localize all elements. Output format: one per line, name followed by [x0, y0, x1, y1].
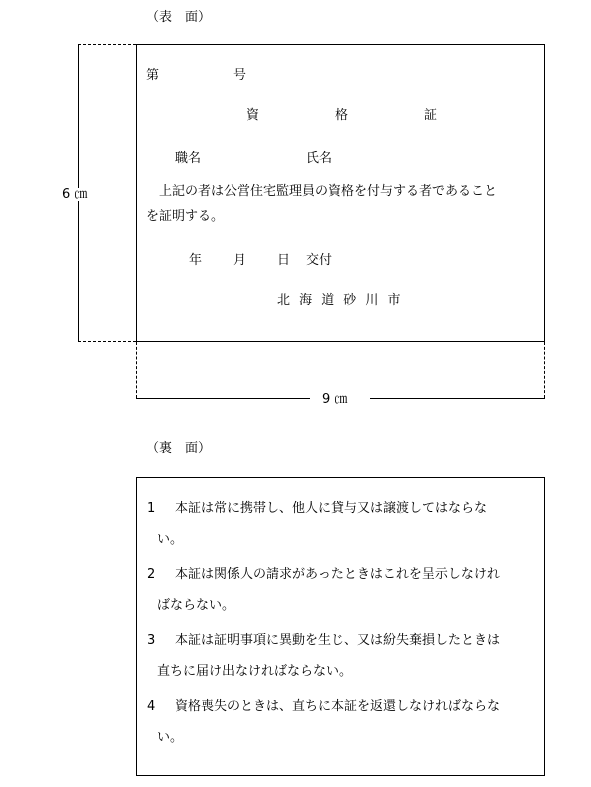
issuer-name: 北海道砂川市 [277, 293, 410, 308]
width-dimension-line-right [370, 398, 545, 399]
back-item-number: 1 [147, 501, 156, 516]
width-dimension-left-line [136, 342, 137, 398]
height-dimension-line-lower [78, 206, 79, 341]
back-item-text: 本証は証明事項に異動を生じ、又は紛失棄損したときは [175, 633, 501, 648]
back-item-1 [147, 493, 542, 555]
height-dimension-bottom-line [78, 341, 136, 342]
job-title-label: 職名 [175, 151, 202, 166]
back-item-4 [147, 691, 542, 753]
back-section-label: （裏 面） [146, 441, 212, 456]
number-prefix: 第 [146, 68, 160, 83]
body-text-line-2: を証明する。 [146, 209, 225, 224]
date-year-label: 年 [189, 253, 203, 268]
title-char-2: 格 [335, 108, 349, 123]
date-issued-label: 交付 [306, 253, 333, 268]
name-label: 氏名 [306, 151, 333, 166]
back-card [136, 477, 545, 776]
back-item-number: 2 [147, 567, 156, 582]
back-item-text: 資格喪失のときは、直ちに本証を返還しなければならな [175, 699, 501, 714]
back-item-text-continued: い。 [157, 532, 184, 547]
back-item-text: 本証は関係人の請求があったときはこれを呈示しなけれ [175, 567, 500, 582]
width-dimension-line-left [136, 398, 310, 399]
back-item-number: 3 [147, 633, 156, 648]
width-dimension-label: 9 ㎝ [322, 392, 348, 407]
height-dimension-label: 6 ㎝ [62, 187, 88, 202]
back-item-number: 4 [147, 699, 156, 714]
back-item-text-continued: 直ちに届け出なければならない。 [157, 664, 353, 679]
height-dimension-top-line [78, 44, 136, 45]
number-suffix: 号 [233, 68, 247, 83]
back-item-text: 本証は常に携帯し、他人に貸与又は譲渡してはならな [175, 501, 488, 516]
back-item-text-continued: ばならない。 [157, 598, 236, 613]
back-item-3 [147, 625, 542, 687]
front-section-label: （表 面） [146, 10, 212, 25]
body-text-line-1: 上記の者は公営住宅監理員の資格を付与する者であること [159, 184, 498, 199]
front-card [136, 44, 545, 342]
back-item-text-continued: い。 [157, 730, 184, 745]
title-char-1: 資 [246, 108, 260, 123]
date-day-label: 日 [277, 253, 291, 268]
back-item-2 [147, 559, 542, 621]
title-char-3: 証 [424, 108, 438, 123]
width-dimension-right-line [544, 342, 545, 398]
date-month-label: 月 [233, 253, 247, 268]
